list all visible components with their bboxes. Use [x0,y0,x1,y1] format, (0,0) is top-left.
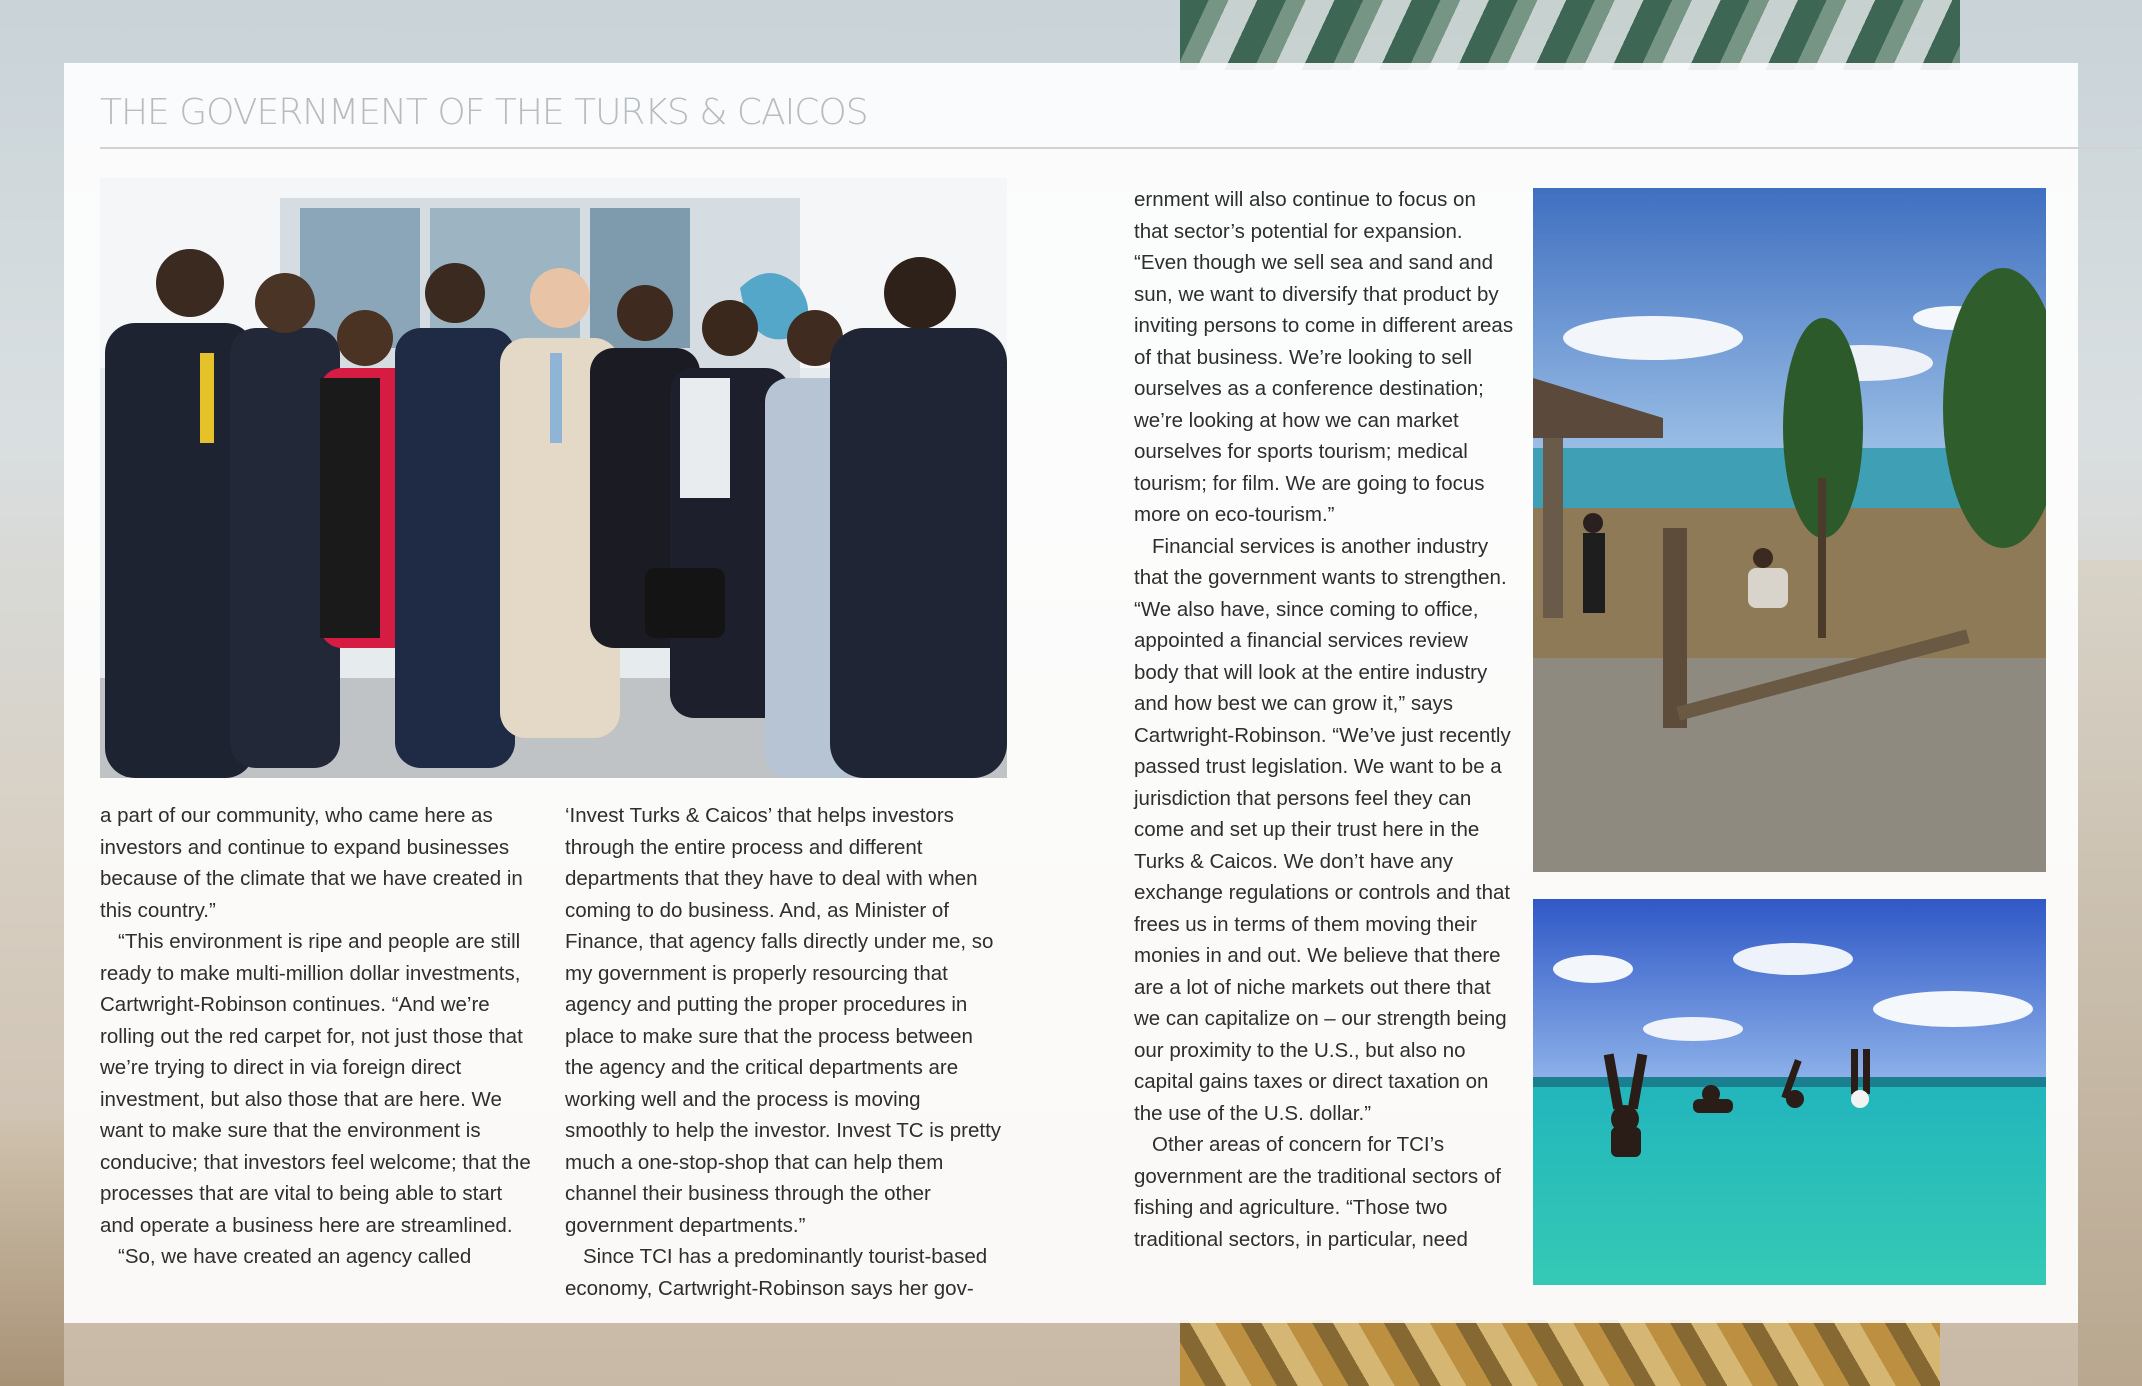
background-palm-leaves [1180,0,1960,70]
article-column-3 [1134,184,1514,1255]
beach-cleanup-photo [1533,188,2046,872]
paragraph: Since TCI has a predominantly tourist-based economy, Cartwright-Robinson says her gov- [565,1245,988,1300]
group-photo [100,178,1007,778]
paragraph: ‘Invest Turks & Caicos’ that helps investors through the entire process and different departments that they have to deal with when coming to do business. And, as Minister of Finance, that agency falls directly under me, so my government is properly resourcing that agency and putting the proper procedures in place to make sure that the process between the agency and the critical departments are working well and the process is moving smoothly to help the investor. Invest TC is pretty much a one-stop-shop that can help them channel their business through the other government departments.” [565,804,1002,1237]
swimmers-photo [1533,899,2046,1285]
paragraph: “So, we have created an agency called [118,1245,472,1268]
paragraph: “This environment is ripe and people are still ready to make multi-million dollar investments, Cartwright-Robinson continues. “And we’re rolling out the red carpet for, not just those that we’re trying to direct in via foreign direct investment, but also those that are here. We want to make sure that the environment is conducive; that investors feel welcome; that the processes that are vital to being able to start and operate a business here are streamlined. [100,930,531,1237]
paragraph: ernment will also continue to focus on that sector’s potential for expansion. “Even though we sell sea and sand and sun, we want to diversify that product by inviting persons to come in different areas of that business. We’re looking to sell ourselves as a conference destination; we’re looking at how we can market ourselves for sports tourism; medical tourism; for film. We are going to focus more on eco-tourism.” [1134,188,1514,526]
page-title: THE GOVERNMENT OF THE TURKS & CAICOS [100,92,868,133]
article-column-2 [565,800,1007,1304]
header-divider [100,147,2142,149]
background-sand-left [0,1120,64,1386]
background-sand-right [2078,560,2142,1386]
paragraph: Other areas of concern for TCI’s government are the traditional sectors of fishing and agriculture. “Those two traditional sectors, in particular, need [1134,1133,1501,1251]
article-column-1 [100,800,536,1273]
background-pineapple [1180,1320,1940,1386]
paragraph: Financial services is another industry that the government wants to strengthen. “We also have, since coming to office, appointed a financial services review body that will look at the entire industry and how best we can grow it,” says Cartwright-Robinson. “We’ve just recently passed trust legislation. We want to be a jurisdiction that persons feel they can come and set up their trust here in the Turks & Caicos. We don’t have any exchange regulations or controls and that frees us in terms of them moving their monies in and out. We believe that there are a lot of niche markets out there that we can capitalize on – our strength being our proximity to the U.S., but also no capital gains taxes or direct taxation on the use of the U.S. dollar.” [1134,534,1511,1125]
paragraph: a part of our community, who came here as investors and continue to expand businesses because of the climate that we have created in this country.” [100,804,523,922]
